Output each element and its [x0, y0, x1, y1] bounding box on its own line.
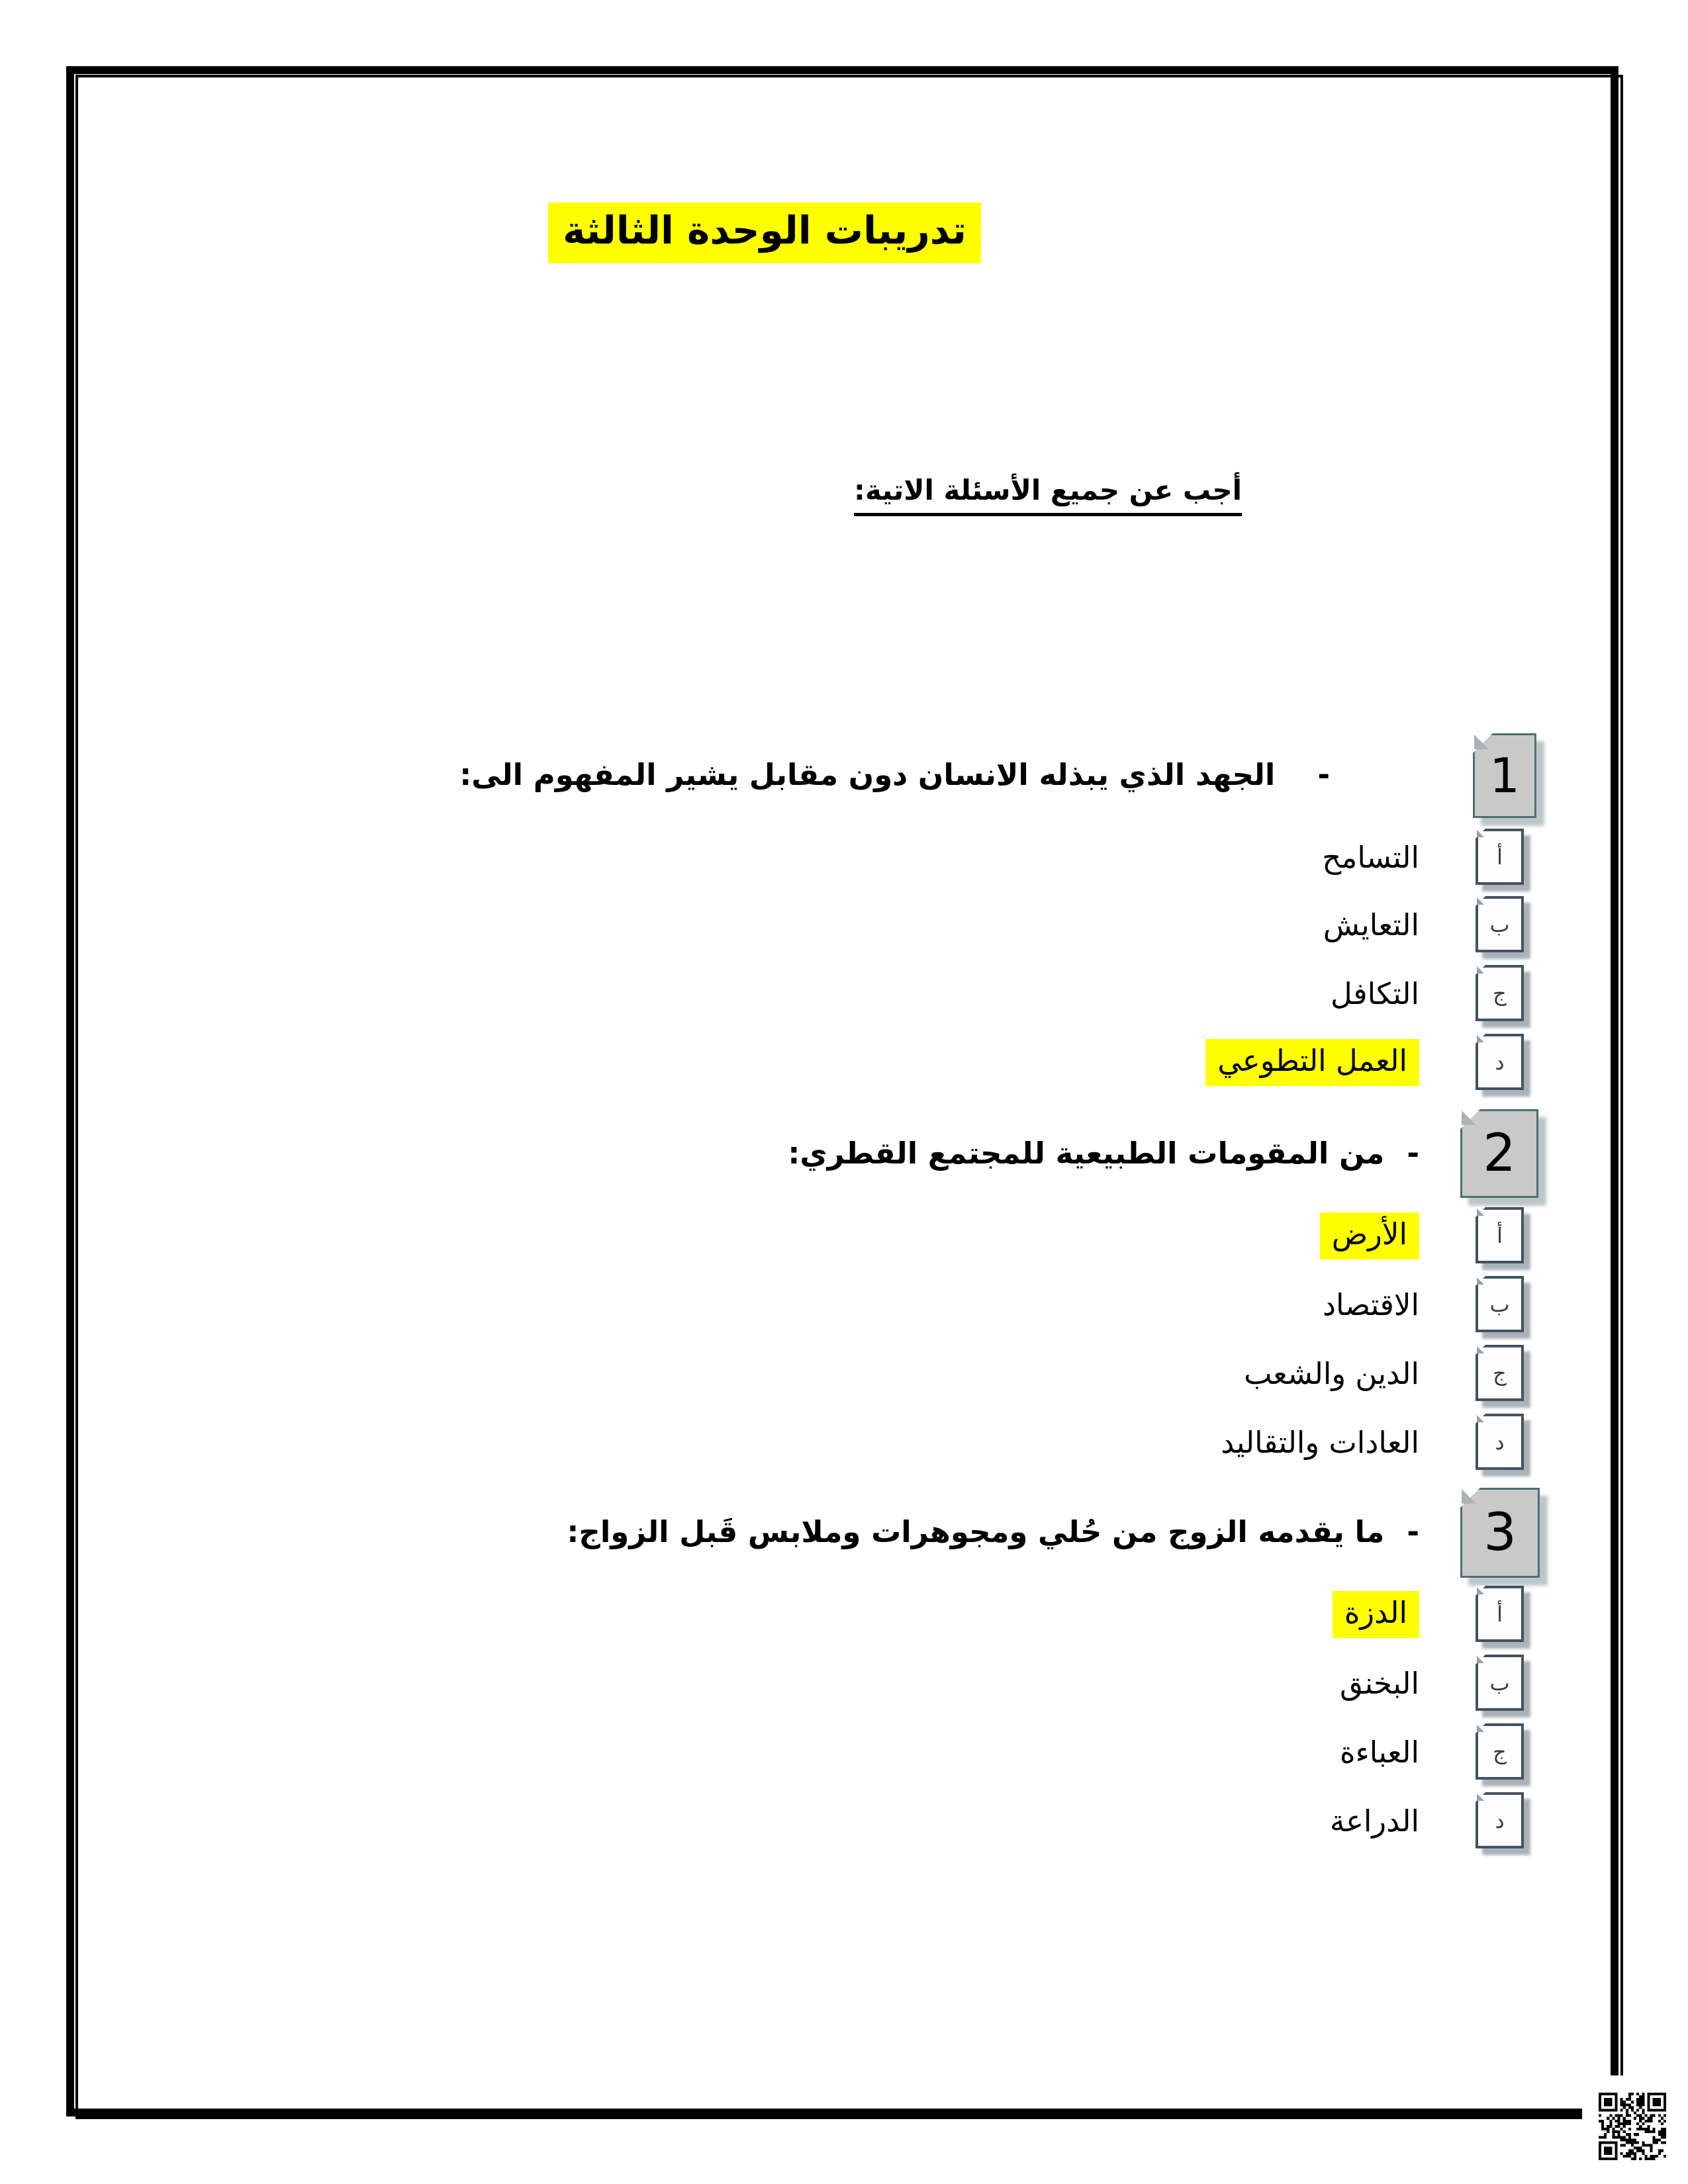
- qr-code: [1582, 2075, 1687, 2181]
- option-row: [0, 1345, 1688, 1402]
- option-text: البخنق: [1340, 1665, 1419, 1701]
- option-letter-box: [1476, 1792, 1524, 1848]
- option-text: التعايش: [1323, 907, 1419, 942]
- option-row: [0, 896, 1688, 953]
- page-title: تدريبات الوحدة الثالثة: [548, 203, 981, 263]
- option-letter: ب: [1489, 1670, 1510, 1696]
- instruction-heading: أجب عن جميع الأسئلة الاتية:: [854, 474, 1242, 516]
- option-row: [0, 829, 1688, 886]
- list-dash: -: [1407, 1514, 1419, 1549]
- option-letter-box: [1476, 1723, 1524, 1780]
- question-text: ما يقدمه الزوج من حُلي ومجوهرات وملابس قَبل الزواج:: [567, 1514, 1385, 1549]
- option-row: [0, 965, 1688, 1022]
- option-letter: أ: [1497, 1222, 1503, 1248]
- option-text: الاقتصاد: [1322, 1287, 1419, 1322]
- option-text: التكافل: [1331, 976, 1419, 1011]
- question-number: 1: [1489, 748, 1520, 803]
- option-row: [0, 1655, 1688, 1711]
- question-text-line: [788, 1125, 1419, 1181]
- question-text-line: [567, 1504, 1419, 1559]
- question-number-box: [1460, 1488, 1540, 1578]
- question-text: الجهد الذي يبذله الانسان دون مقابل يشير المفهوم الى:: [459, 756, 1276, 792]
- option-letter: ج: [1493, 1739, 1507, 1764]
- option-text-highlighted-answer: العمل التطوعي: [1205, 1039, 1419, 1086]
- option-letter-box: [1476, 1655, 1524, 1711]
- option-letter-box: [1476, 896, 1524, 952]
- option-letter: د: [1495, 1807, 1505, 1833]
- option-letter: د: [1495, 1429, 1505, 1455]
- question-number: 3: [1483, 1503, 1517, 1563]
- option-letter: د: [1495, 1049, 1505, 1075]
- question-text-line: [459, 747, 1330, 802]
- option-row: [0, 1034, 1688, 1091]
- option-letter-box: [1476, 829, 1524, 885]
- option-letter: ج: [1493, 1360, 1507, 1386]
- option-text: التسامح: [1322, 839, 1419, 875]
- option-row: [0, 1792, 1688, 1849]
- option-row: [0, 1723, 1688, 1780]
- option-letter-box: [1476, 965, 1524, 1021]
- option-row: [0, 1276, 1688, 1333]
- option-text-highlighted-answer: الدزة: [1333, 1591, 1419, 1638]
- question-number-box: [1460, 1109, 1538, 1198]
- option-letter-box: [1476, 1207, 1524, 1263]
- option-row: [0, 1414, 1688, 1471]
- option-text: الدراعة: [1329, 1803, 1419, 1839]
- option-letter-box: [1476, 1034, 1524, 1090]
- option-letter: ب: [1489, 911, 1510, 937]
- option-letter-box: [1476, 1586, 1524, 1642]
- question-number: 2: [1483, 1124, 1516, 1183]
- option-letter: أ: [1497, 1601, 1503, 1627]
- option-letter: أ: [1497, 844, 1503, 870]
- list-dash: -: [1317, 756, 1330, 792]
- option-text: العادات والتقاليد: [1221, 1424, 1419, 1460]
- list-dash: -: [1407, 1135, 1419, 1171]
- option-letter-box: [1476, 1276, 1524, 1332]
- question-text: من المقومات الطبيعية للمجتمع القطري:: [788, 1135, 1385, 1171]
- option-letter-box: [1476, 1414, 1524, 1470]
- option-letter-box: [1476, 1345, 1524, 1401]
- option-text-highlighted-answer: الأرض: [1320, 1212, 1419, 1259]
- question-number-box: [1473, 733, 1536, 818]
- option-row: [0, 1207, 1688, 1264]
- option-letter: ب: [1489, 1291, 1510, 1317]
- option-letter: ج: [1493, 980, 1507, 1006]
- option-text: العباءة: [1340, 1734, 1419, 1770]
- option-row: [0, 1586, 1688, 1643]
- option-text: الدين والشعب: [1244, 1355, 1419, 1391]
